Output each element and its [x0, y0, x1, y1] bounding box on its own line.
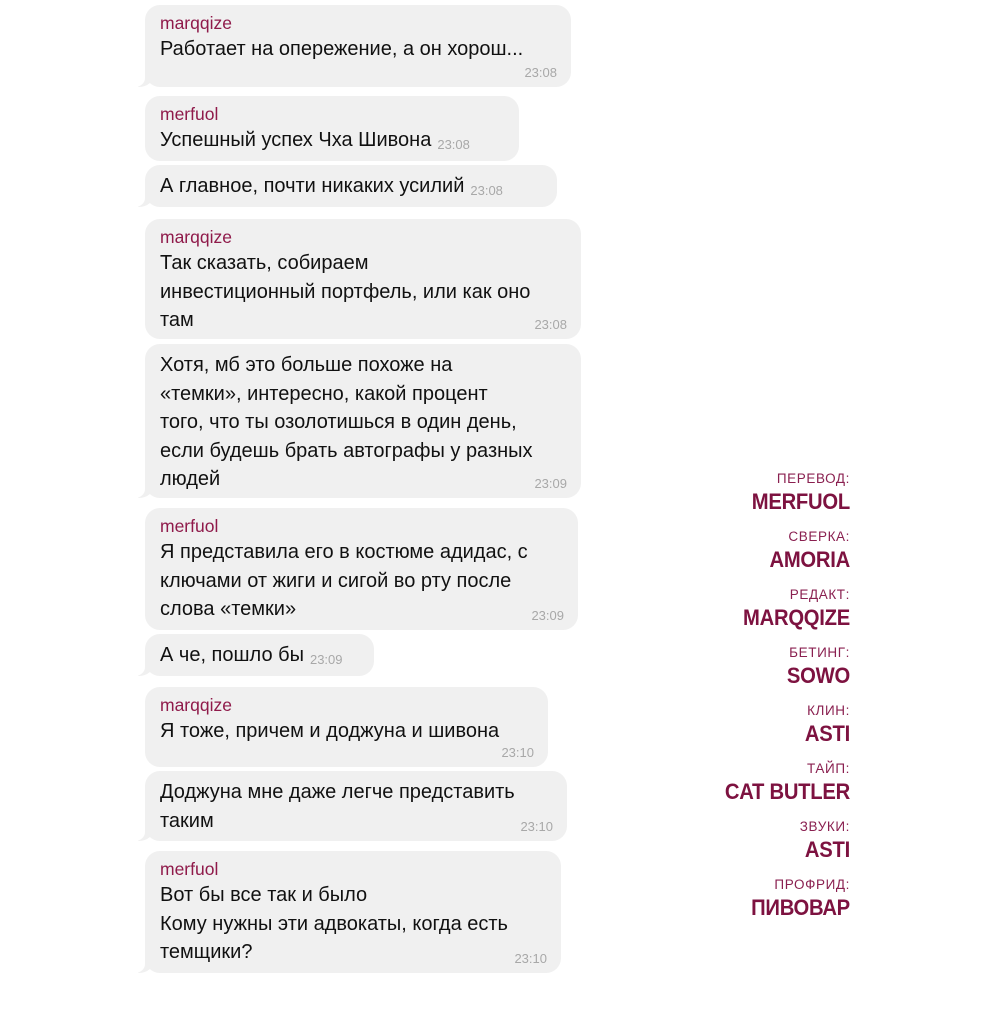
credit-name: AMORIA — [769, 547, 850, 572]
message-time: 23:10 — [501, 745, 534, 760]
credit-role: БЕТИНГ: — [789, 645, 850, 660]
credit-role: СВЕРКА: — [788, 529, 850, 544]
credit-role: РЕДАКТ: — [789, 587, 850, 602]
message-text: Хотя, мб это больше похоже на «темки», интересно, какой процент того, что ты озолотишься в один день, если будешь брать автографы у разных людей — [160, 354, 533, 490]
message-text: А че, пошло бы — [160, 644, 304, 666]
credit-role: ТАЙП: — [807, 761, 850, 776]
message-sender: marqqize — [160, 227, 232, 247]
message-bubble[interactable] — [145, 851, 561, 973]
message-time: 23:08 — [437, 137, 470, 152]
credit-entry — [714, 760, 850, 806]
credit-entry — [714, 702, 850, 748]
credit-entry — [714, 876, 850, 922]
message-sender: marqqize — [160, 13, 232, 33]
message-bubble[interactable] — [145, 771, 567, 841]
credit-role: КЛИН: — [807, 703, 850, 718]
message-bubble[interactable] — [145, 344, 581, 498]
credit-role: ПЕРЕВОД: — [776, 471, 850, 486]
credit-entry — [714, 586, 850, 632]
message-bubble[interactable] — [145, 508, 578, 630]
message-text: Успешный успех Чха Шивона — [160, 129, 432, 151]
message-sender: marqqize — [160, 695, 232, 715]
credits-block — [714, 470, 850, 934]
message-time: 23:10 — [514, 951, 547, 966]
credit-role: ПРОФРИД: — [774, 877, 850, 892]
credit-name: ПИВОВАР — [751, 895, 850, 920]
message-bubble[interactable] — [145, 165, 557, 207]
message-text: Так сказать, собираем инвестиционный портфель, или как оно там — [160, 252, 531, 331]
credit-name: MERFUOL — [751, 489, 850, 514]
message-time: 23:08 — [534, 317, 567, 332]
credit-name: ASTI — [804, 837, 850, 862]
message-text: Вот бы все так и было Кому нужны эти адвокаты, когда есть темщики? — [160, 884, 508, 963]
message-sender: merfuol — [160, 516, 219, 536]
credit-entry — [714, 470, 850, 516]
message-text: Доджуна мне даже легче представить таким — [160, 781, 515, 832]
message-time: 23:09 — [534, 476, 567, 491]
message-text: Я тоже, причем и доджуна и шивона — [160, 720, 500, 742]
message-text: Работает на опережение, а он хорош... — [160, 38, 524, 60]
message-time: 23:08 — [470, 183, 503, 198]
message-time: 23:08 — [524, 65, 557, 80]
credit-entry — [714, 528, 850, 574]
message-sender: merfuol — [160, 859, 219, 879]
message-bubble[interactable] — [145, 219, 581, 339]
credit-name: SOWO — [787, 663, 850, 688]
message-bubble[interactable] — [145, 96, 519, 161]
credit-role: ЗВУКИ: — [799, 819, 850, 834]
message-bubble[interactable] — [145, 634, 374, 676]
credit-name: CAT BUTLER — [724, 779, 850, 804]
credit-entry — [714, 818, 850, 864]
message-time: 23:10 — [520, 819, 553, 834]
message-time: 23:09 — [309, 652, 343, 667]
credit-name: ASTI — [804, 721, 850, 746]
credit-entry — [714, 644, 850, 690]
message-sender: merfuol — [160, 104, 219, 124]
message-text: А главное, почти никаких усилий — [160, 175, 465, 197]
message-bubble[interactable] — [145, 5, 571, 87]
message-time: 23:09 — [531, 608, 564, 623]
message-bubble[interactable] — [145, 687, 548, 767]
message-text: Я представила его в костюме адидас, с ключами от жиги и сигой во рту после слова «темки» — [160, 541, 528, 620]
credit-name: MARQQIZE — [743, 605, 850, 630]
